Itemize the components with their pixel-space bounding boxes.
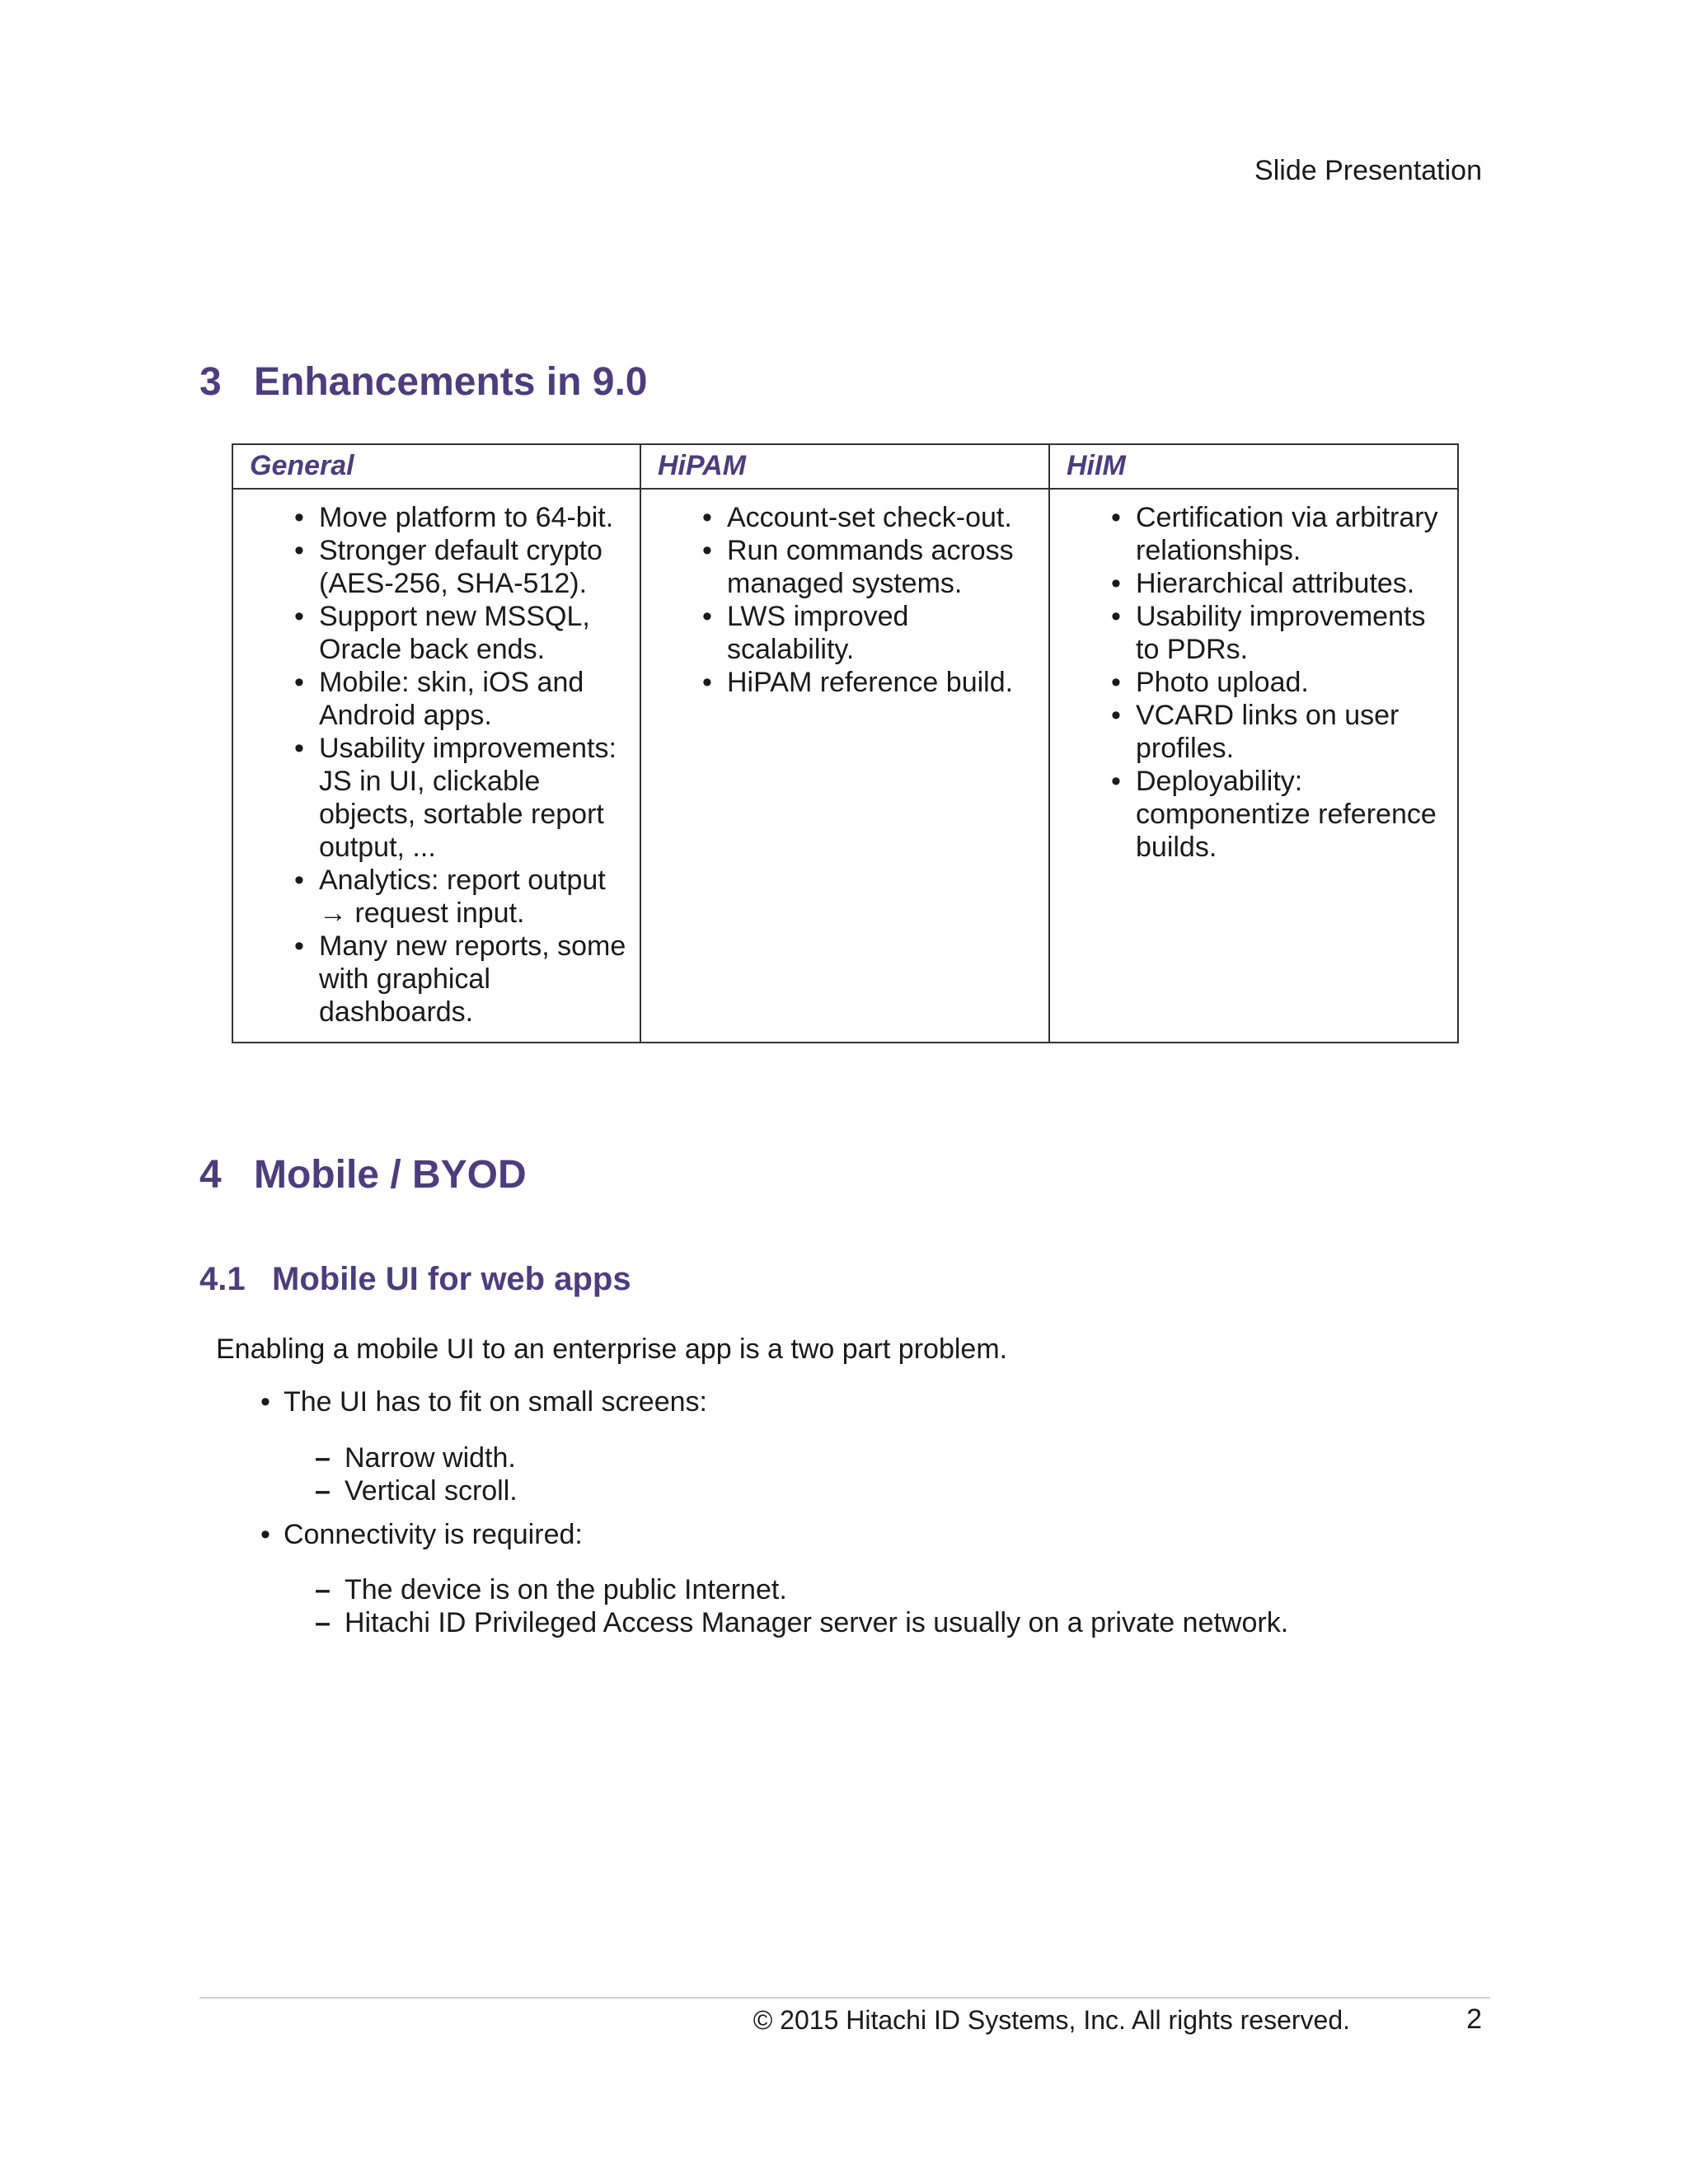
section-number: 4: [199, 1153, 222, 1197]
subsection-number: 4.1: [199, 1261, 246, 1297]
list-item: • Hierarchical attributes.: [1136, 567, 1449, 600]
general-list: [233, 501, 631, 1029]
list-item: • HiPAM reference build.: [727, 666, 1040, 699]
sub-bullet: – Narrow width.: [345, 1442, 516, 1474]
general-cell: [232, 489, 640, 1043]
sub-bullet: – Vertical scroll.: [345, 1475, 518, 1507]
list-item: • Support new MSSQL, Oracle back ends.: [319, 600, 631, 666]
hipam-cell: [640, 489, 1049, 1043]
page-number: 2: [1466, 2004, 1482, 2035]
column-header-general: General: [232, 444, 640, 489]
section-title: Enhancements in 9.0: [254, 360, 648, 404]
list-item: • Usability improvements: JS in UI, clickable objects, sortable report output, ...: [319, 732, 631, 864]
column-header-hiim: HiIM: [1049, 444, 1458, 489]
running-header: Slide Presentation: [1254, 155, 1482, 186]
subsection-title: Mobile UI for web apps: [272, 1261, 631, 1297]
sub-bullet: – The device is on the public Internet.: [345, 1574, 787, 1606]
list-item: • Run commands across managed systems.: [727, 534, 1040, 600]
list-item: • Many new reports, some with graphical dashboards.: [319, 930, 631, 1029]
section-number: 3: [199, 360, 222, 404]
bullet-connectivity: • Connectivity is required:: [284, 1519, 583, 1551]
footer-copyright: © 2015 Hitachi ID Systems, Inc. All rights reserved.: [753, 2005, 1350, 2035]
list-item: • VCARD links on user profiles.: [1136, 699, 1449, 765]
enhancements-table: [232, 443, 1459, 1043]
footer-divider: [199, 1997, 1490, 1999]
sub-bullet: – Hitachi ID Privileged Access Manager server is usually on a private network.: [345, 1607, 1288, 1639]
table-row: [232, 489, 1458, 1043]
list-item: • Mobile: skin, iOS and Android apps.: [319, 666, 631, 732]
list-item: • Photo upload.: [1136, 666, 1449, 699]
section-title: Mobile / BYOD: [254, 1153, 527, 1197]
intro-paragraph: Enabling a mobile UI to an enterprise app is a two part problem.: [216, 1333, 1008, 1365]
column-header-hipam: HiPAM: [640, 444, 1049, 489]
list-item: • Account-set check-out.: [727, 501, 1040, 534]
list-item: • Usability improvements to PDRs.: [1136, 600, 1449, 666]
list-item: • Stronger default crypto (AES-256, SHA-512).: [319, 534, 631, 600]
list-item: • LWS improved scalability.: [727, 600, 1040, 666]
list-item: • Analytics: report output → request input.: [319, 864, 631, 930]
bullet-small-screens: • The UI has to fit on small screens:: [284, 1386, 707, 1418]
hiim-list: [1050, 501, 1449, 864]
list-item: • Move platform to 64-bit.: [319, 501, 631, 534]
hiim-cell: [1049, 489, 1458, 1043]
subsection-4-1-heading: [199, 1261, 631, 1298]
list-item: • Deployability: componentize reference builds.: [1136, 765, 1449, 864]
hipam-list: [641, 501, 1040, 699]
section-3-heading: [199, 359, 648, 405]
section-4-heading: [199, 1152, 527, 1197]
table-header-row: [232, 444, 1458, 489]
list-item: • Certification via arbitrary relationships.: [1136, 501, 1449, 567]
